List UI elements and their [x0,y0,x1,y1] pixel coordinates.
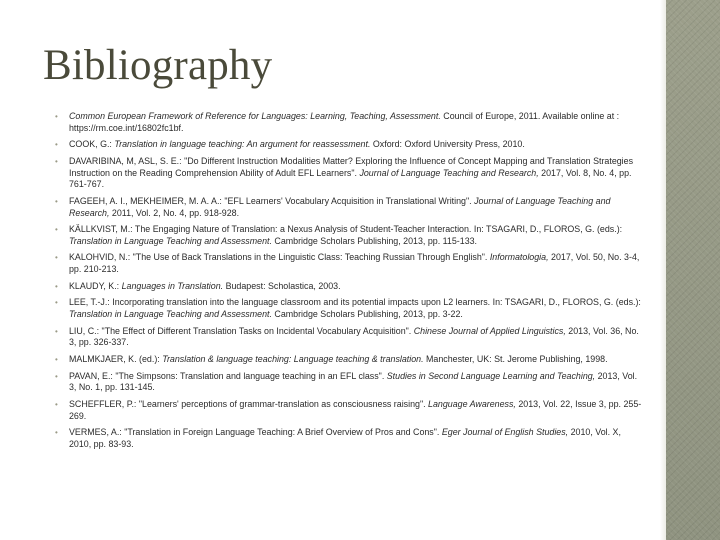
bullet-icon: • [55,298,58,308]
bullet-icon: • [55,371,58,381]
reference-item: • FAGEEH, A. I., MEKHEIMER, M. A. A.: "EFL Learners' Vocabulary Acquisition in Translational Writing". Journal of Language Teaching and Research, 2011, Vol. 2, No. 4, pp. 918-928. [55,195,611,218]
reference-item: • KLAUDY, K.: Languages in Translation. Budapest: Scholastica, 2003. [55,280,341,291]
bullet-icon: • [55,253,58,263]
bullet-icon: • [55,140,58,150]
reference-item: • COOK, G.: Translation in language teaching: An argument for reassessment. Oxford: Oxford University Press, 2010. [55,139,525,150]
reference-item: • SCHEFFLER, P.: "Learners' perceptions of grammar-translation as consciousness raising". Language Awareness, 2013, Vol. 22, Issue 3, pp. 255-269. [55,398,642,421]
bullet-icon: • [55,112,58,121]
bullet-icon: • [55,225,58,235]
slide-title: Bibliography [43,42,273,89]
bibliography-list [55,111,645,455]
reference-item: • DAVARIBINA, M, ASL, S. E.: "Do Different Instruction Modalities Matter? Exploring the Influence of Concept Mapping and Translation Strategies Instruction on the Reading Comprehension Ability of Adult EFL Learners". Journal of Language Teaching and Research, 2017, Vol. 8, No. 4, pp. 761-767. [55,155,634,190]
reference-item: • LEE, T.-J.: Incorporating translation into the language classroom and its potential impacts upon L2 learners. In: TSAGARI, D., FLOROS, G. (eds.): Translation in Language Teaching and Assessment. Cambridge Scholars Publishing, 2013, pp. 3-22. [55,297,641,320]
bullet-icon: • [55,196,58,206]
reference-item: • KALOHVID, N.: "The Use of Back Translations in the Linguistic Class: Teaching Russian Through English". Informatologia, 2017, Vol. 50, No. 3-4, pp. 210-213. [55,252,640,275]
reference-item: • VERMES, A.: "Translation in Foreign Language Teaching: A Brief Overview of Pros and Cons". Eger Journal of English Studies, 2010, Vol. X, 2010, pp. 83-93. [55,427,621,449]
bullet-icon: • [55,428,58,438]
bullet-icon: • [55,156,58,166]
reference-item: • Common European Framework of Reference for Languages: Learning, Teaching, Assessment. Council of Europe, 2011. Available online at : https://rm.coe.int/16802fc1bf. [55,111,620,133]
reference-item: • PAVAN, E.: "The Simpsons: Translation and language teaching in an EFL class". Studies in Second Language Learning and Teaching, 2013, Vol. 3, No. 1, pp. 131-145. [55,370,638,393]
reference-item: • MALMKJAER, K. (ed.): Translation & language teaching: Language teaching & translation. Manchester, UK: St. Jerome Publishing, 1998. [55,353,608,364]
bullet-icon: • [55,281,58,291]
decorative-side-band [666,0,720,540]
bullet-icon: • [55,399,58,409]
bullet-icon: • [55,326,58,336]
reference-item: • LIU, C.: "The Effect of Different Translation Tasks on Incidental Vocabulary Acquisition". Chinese Journal of Applied Linguistics, 2013, Vol. 36, No. 3, pp. 326-337. [55,325,639,348]
reference-item: • KÄLLKVIST, M.: The Engaging Nature of Translation: a Nexus Analysis of Student-Teacher Interaction. In: TSAGARI, D., FLOROS, G. (eds.): Translation in Language Teaching and Assessment. Cambridge Scholars Publishing, 2013, pp. 115-133. [55,224,623,246]
bullet-icon: • [55,354,58,364]
